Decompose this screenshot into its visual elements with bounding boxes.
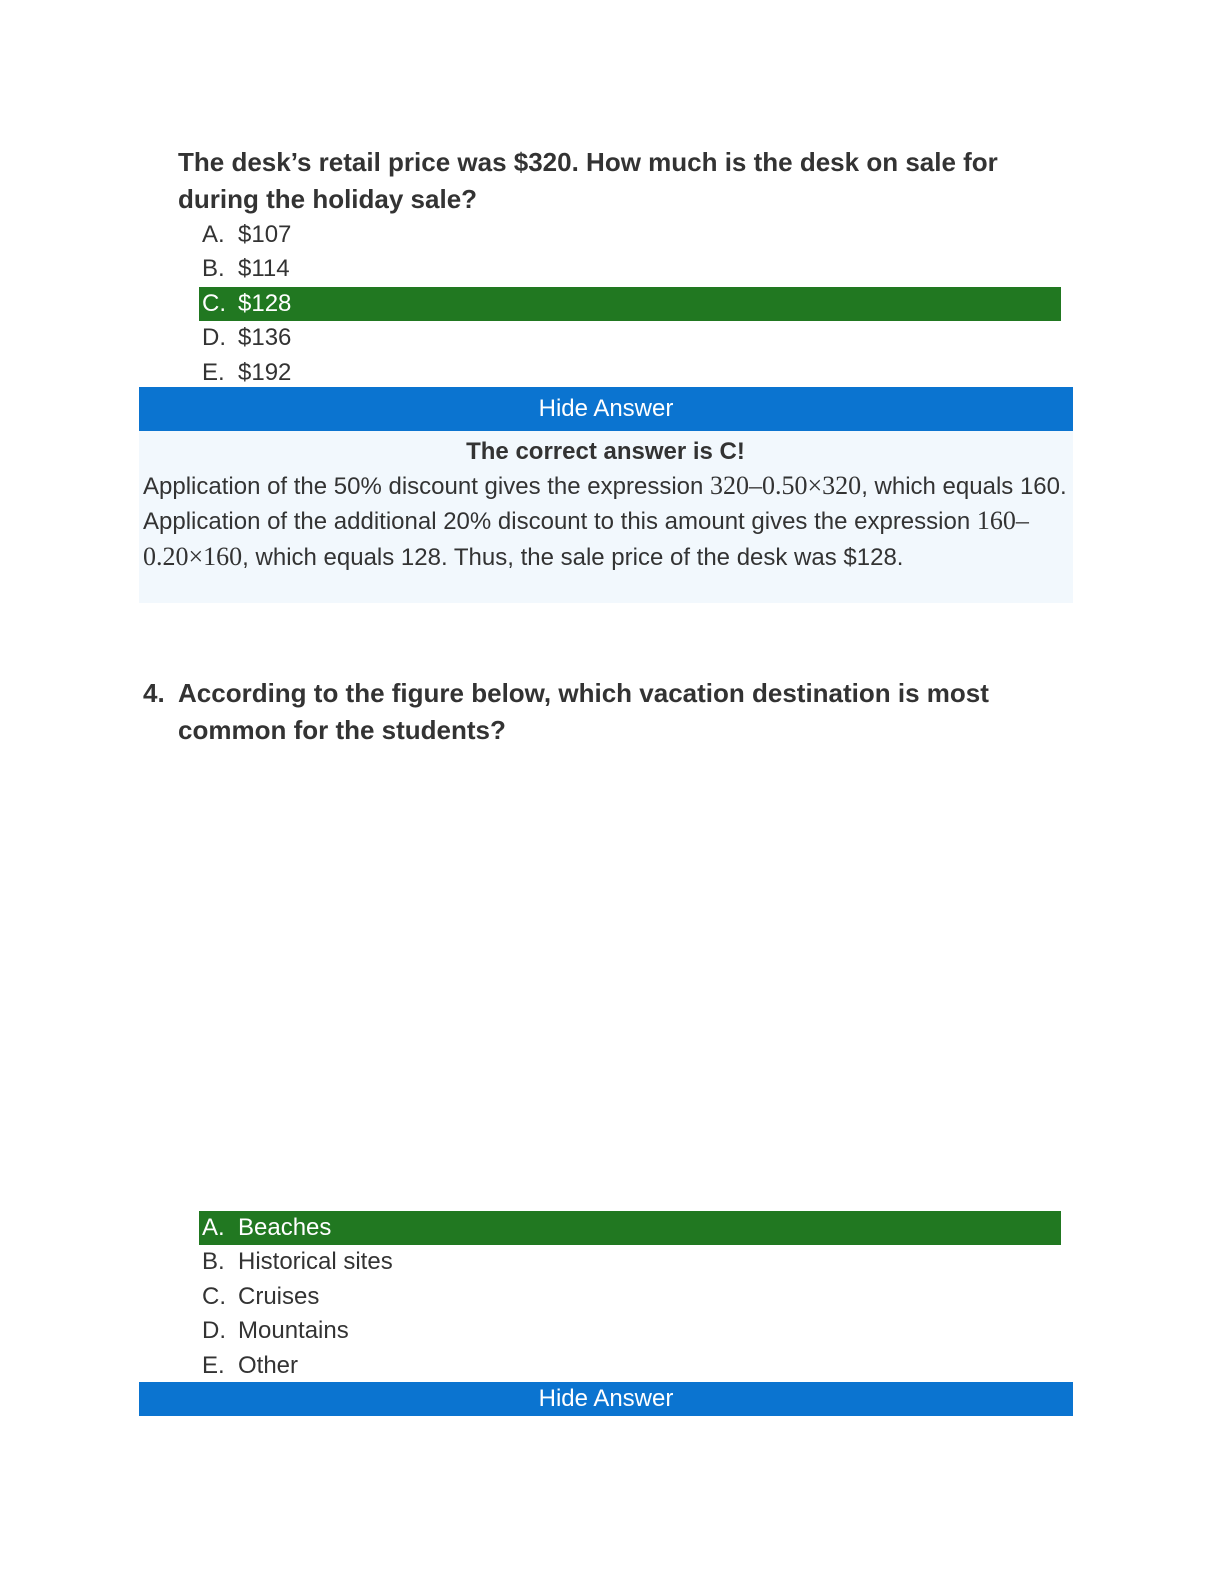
choice-text: Cruises: [238, 1282, 320, 1310]
choice-text: Other: [238, 1351, 299, 1379]
choice-a-correct[interactable]: [199, 1211, 1061, 1245]
choice-text: $107: [238, 221, 292, 248]
explanation-part-1: Application of the 50% discount gives the expression: [143, 473, 711, 500]
choice-letter: D.: [202, 324, 226, 352]
question-4-choices: [199, 1211, 1061, 1383]
math-expression-1: 320–0.50×320: [710, 471, 862, 500]
choice-letter: B.: [202, 255, 225, 283]
choice-d[interactable]: [199, 321, 1061, 355]
choice-e[interactable]: [199, 1349, 1061, 1383]
choice-letter: E.: [202, 1351, 225, 1379]
math-expression-2: 160–0.20×160: [143, 506, 1029, 571]
question-3-choices: [199, 218, 1061, 390]
choice-d[interactable]: [199, 1314, 1061, 1348]
explanation-part-3: , which equals 128. Thus, the sale price of the desk was $128.: [242, 543, 904, 571]
choice-e[interactable]: [199, 356, 1061, 390]
choice-b[interactable]: [199, 1245, 1061, 1279]
choice-text: Mountains: [238, 1317, 349, 1345]
choice-c-correct[interactable]: [199, 287, 1061, 321]
choice-text: $136: [238, 324, 292, 352]
explanation-part-2: , which equals 160. Application of the additional 20% discount to this amount gives the expression: [143, 473, 1067, 536]
question-4-title: According to the figure below, which vacation destination is most common for the students?: [178, 678, 989, 745]
choice-c[interactable]: [199, 1280, 1061, 1314]
choice-text: $128: [238, 289, 292, 317]
choice-letter: D.: [202, 1317, 226, 1345]
choice-letter: C.: [202, 289, 226, 317]
choice-text: $114: [238, 255, 290, 283]
choice-letter: B.: [202, 1248, 225, 1276]
correct-answer-heading: The correct answer is C!: [466, 438, 745, 465]
choice-letter: E.: [202, 358, 225, 386]
question-4-number: 4.: [143, 678, 165, 708]
choice-text: Historical sites: [238, 1248, 393, 1276]
choice-letter: A.: [202, 1214, 225, 1241]
choice-letter: C.: [202, 1282, 226, 1310]
choice-text: $192: [238, 358, 292, 386]
answer-explanation: [139, 431, 1073, 603]
choice-letter: A.: [202, 221, 225, 248]
choice-b[interactable]: [199, 252, 1061, 286]
question-3-title: The desk’s retail price was $320. How much is the desk on sale for during the holiday sale?: [178, 147, 998, 214]
choice-a[interactable]: [199, 218, 1061, 252]
hide-answer-button-q3[interactable]: Hide Answer: [139, 387, 1073, 431]
explanation-text: [143, 469, 1068, 575]
choice-text: Beaches: [238, 1214, 332, 1241]
hide-answer-button-q4[interactable]: Hide Answer: [139, 1382, 1073, 1416]
